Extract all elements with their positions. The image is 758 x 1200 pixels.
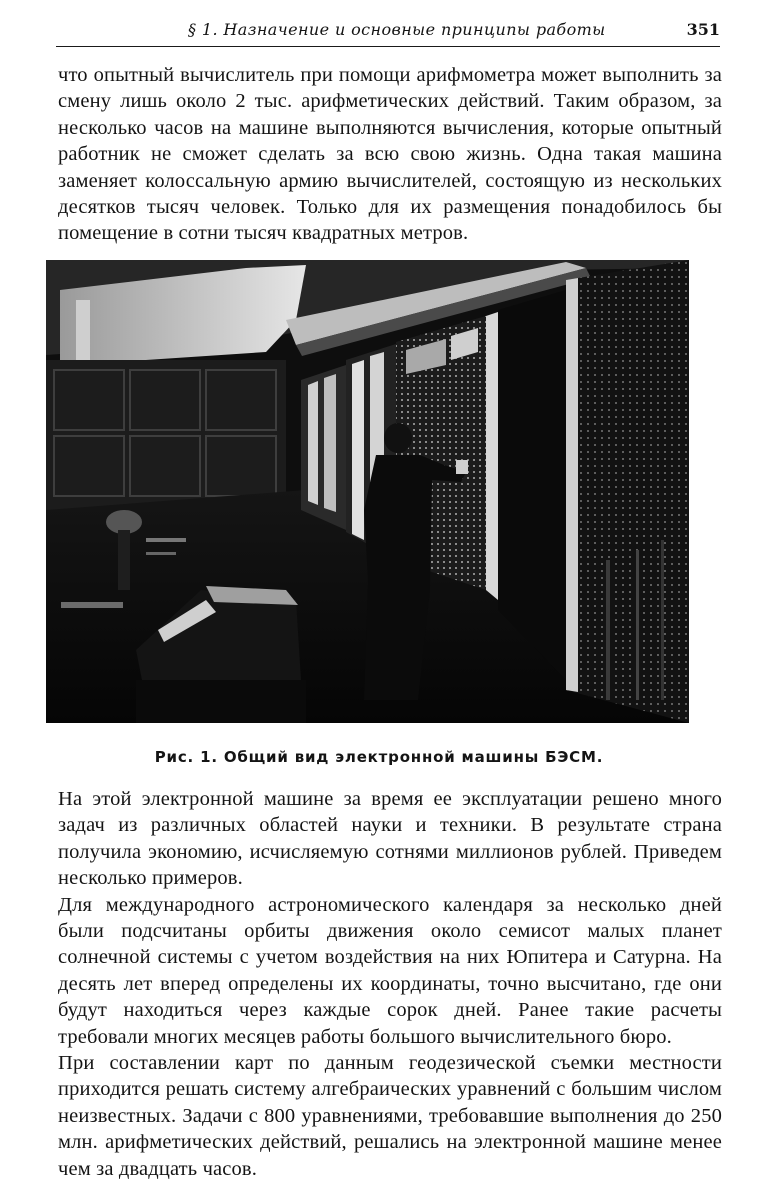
running-title: § 1. Назначение и основные принципы работы <box>188 20 606 39</box>
paragraph-3: При составлении карт по данным геодезической съемки местности приходится решать систему алгебраических уравнений с большим числом неизвестных. Задачи с 800 уравнениями, требовавшие выполнения до 250 млн. арифметических действий, решались на электронной машине менее чем за двадцать часов. <box>58 1052 722 1180</box>
photo-illustration <box>46 260 689 723</box>
figure-caption: Рис. 1. Общий вид электронной машины БЭСМ. <box>154 748 604 766</box>
body-text-block <box>58 786 722 1182</box>
paragraph-2: Для международного астрономического календаря за несколько дней были подсчитаны орбиты движения около семисот малых планет солнечной системы с учетом воздействия на них Юпитера и Сатурна. На десять лет вперед определены их координаты, точно высчитано, где они будут находиться через каждые сорок дней. Ранее такие расчеты требовали многих месяцев работы большого вычислительного бюро. <box>58 893 722 1048</box>
besm-machine-photo <box>46 260 689 723</box>
intro-text-block <box>58 62 722 247</box>
running-header <box>56 18 720 47</box>
intro-paragraph: что опытный вычислитель при помощи арифмометра может выполнить за смену лишь около 2 тыс. арифметических действий. Таким образом, за несколько часов на машине выполняются вычисления, которые опытный работник не сможет сделать за всю свою жизнь. Одна такая машина заменяет колоссальную армию вычислителей, состоящую из нескольких десятков тысяч человек. Только для их размещения понадобилось бы помещение в сотни тысяч квадратных метров. <box>58 64 722 245</box>
page-number: 351 <box>686 20 720 39</box>
paragraph-1: На этой электронной машине за время ее эксплуатации решено много задач из различных областей науки и техники. В результате страна получила экономию, исчисляемую сотнями миллионов рублей. Приведем несколько примеров. <box>58 788 722 890</box>
